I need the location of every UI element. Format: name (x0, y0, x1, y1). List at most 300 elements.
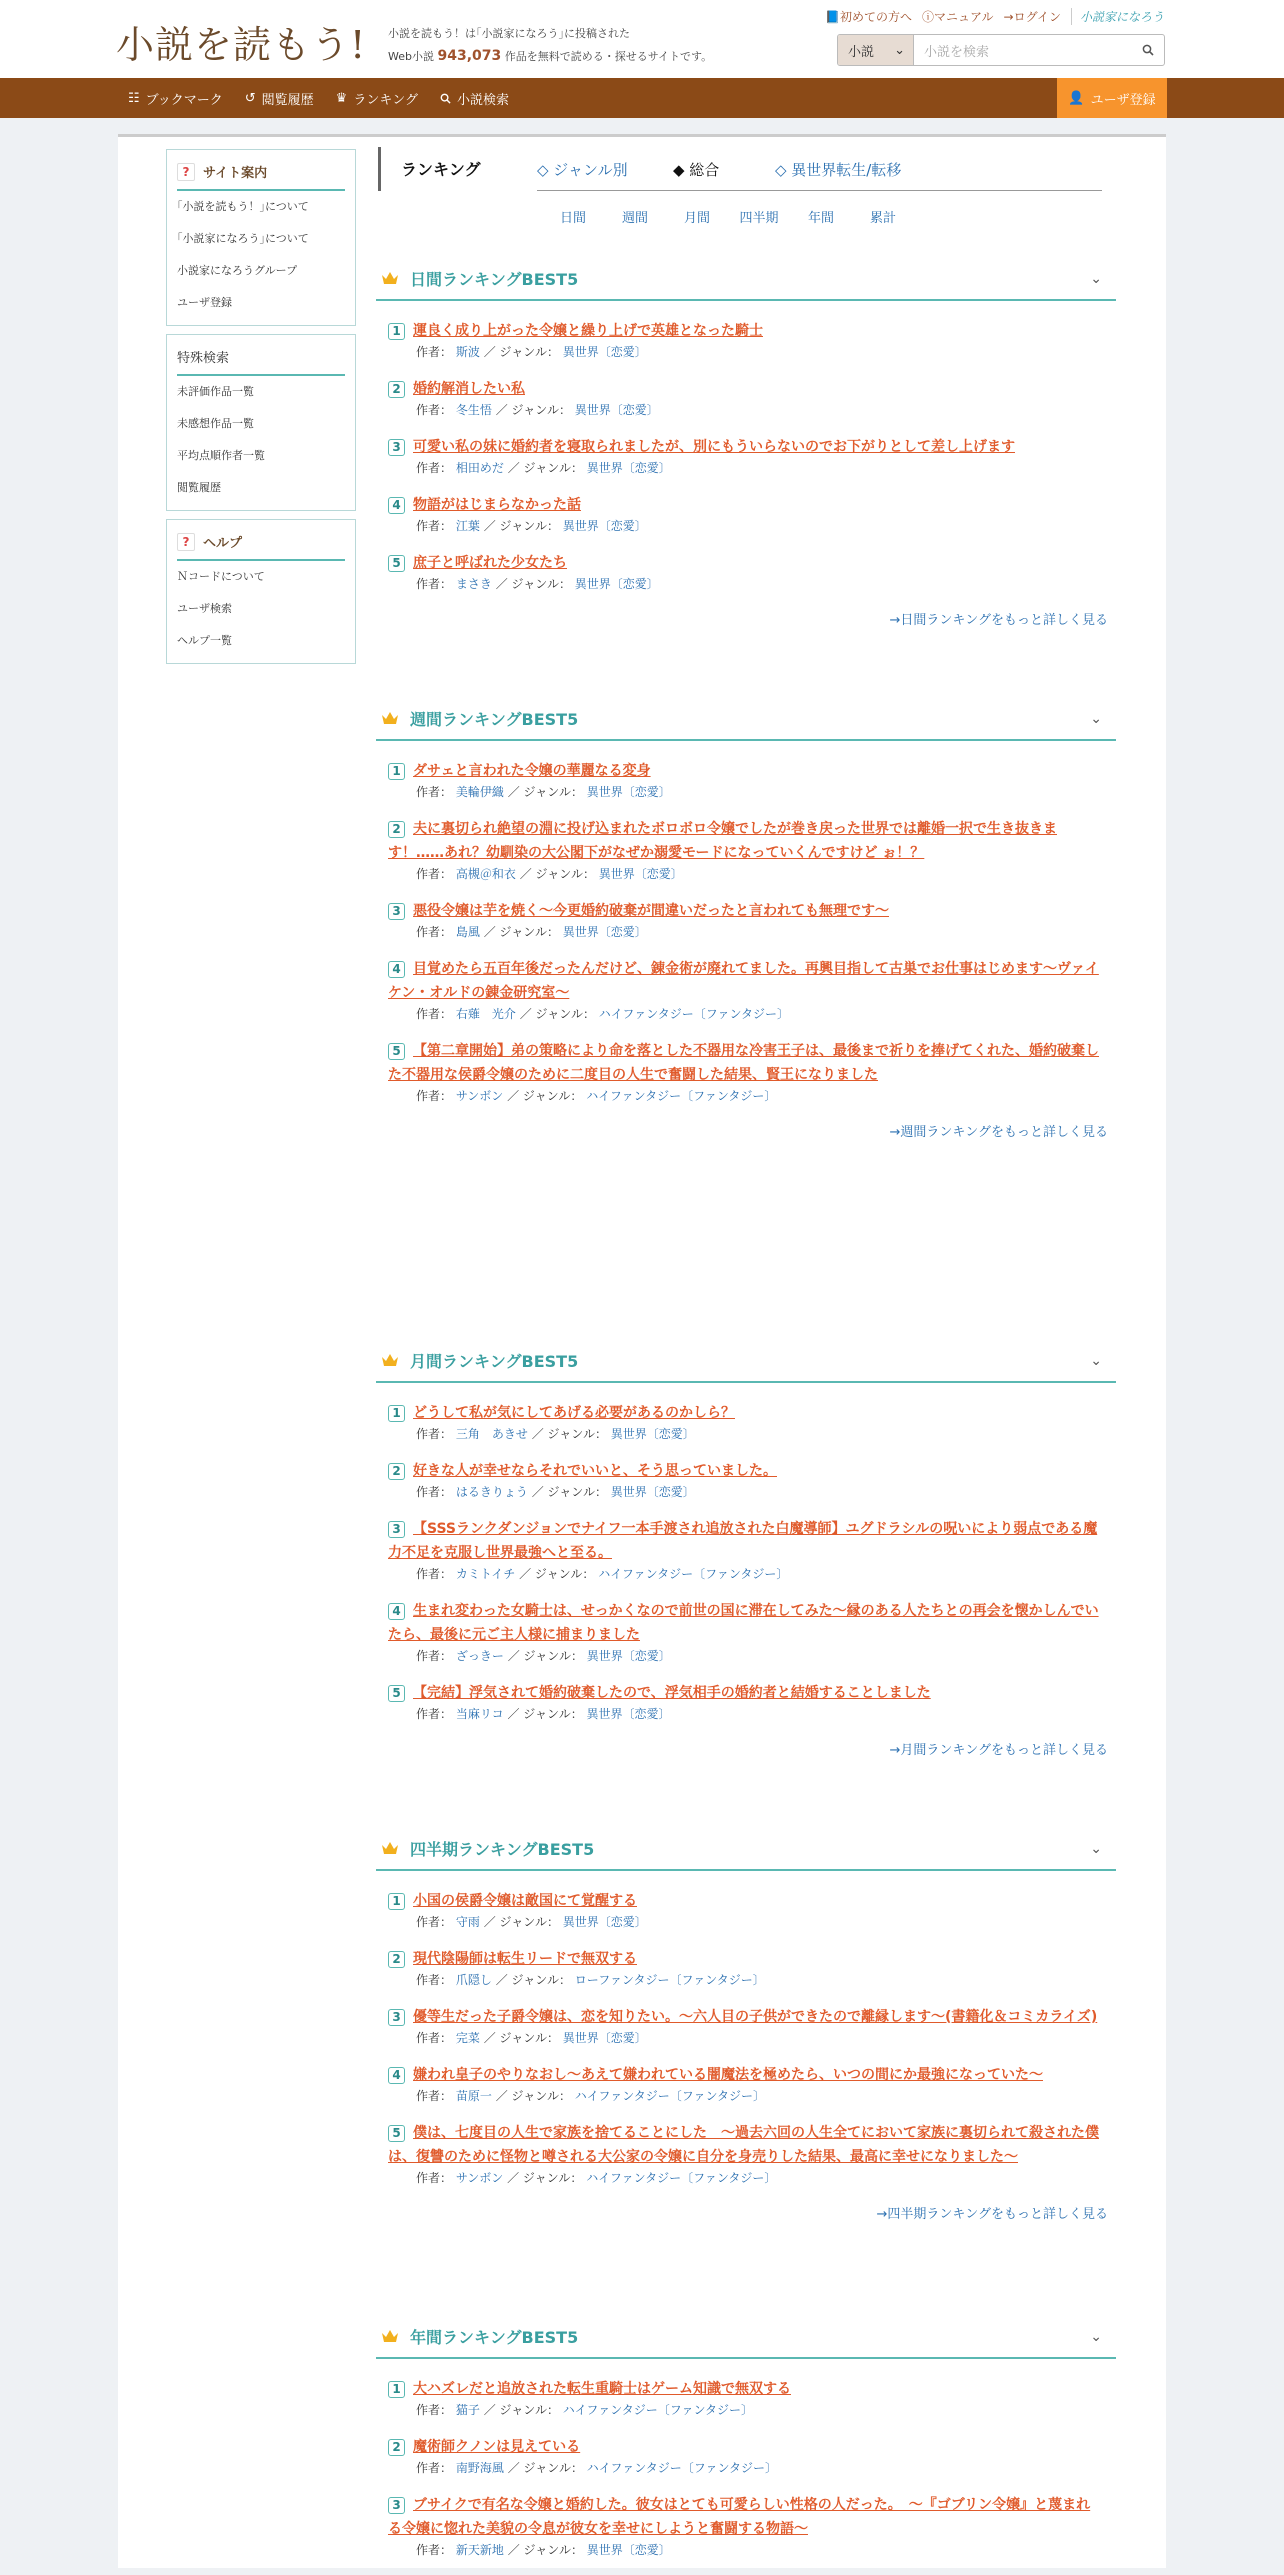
search-category-select[interactable]: 小説 ⌄ (838, 35, 914, 65)
novel-meta (388, 865, 1104, 883)
period-yearly[interactable]: 年間 (807, 211, 834, 226)
genre-link[interactable]: 異世界〔恋愛〕 (610, 1485, 695, 1499)
novel-title-link[interactable] (388, 319, 1104, 343)
novel-meta (388, 2541, 1104, 2559)
author-label: 作者： (416, 577, 453, 591)
novel-title[interactable]: 魔術師クノンは見えている (413, 2439, 581, 2455)
author-link[interactable]: 完菜 (455, 2031, 480, 2045)
list-item (388, 319, 1104, 361)
genre-label: ／ ジャンル： (483, 1915, 559, 1929)
more-link[interactable]: →週間ランキングをもっと詳しく見る (889, 1125, 1108, 1140)
list-item (388, 2493, 1104, 2559)
sidebar-link[interactable]: 未評価作品一覧 (177, 385, 254, 398)
genre-link[interactable]: 異世界〔恋愛〕 (562, 1915, 647, 1929)
list-item (388, 1947, 1104, 1989)
section-title: 年間ランキングBEST5 (410, 2327, 579, 2347)
genre-label: ／ ジャンル： (483, 345, 559, 359)
author-label: 作者： (416, 1427, 453, 1441)
genre-link[interactable]: ローファンタジー〔ファンタジー〕 (574, 1973, 765, 1987)
user-icon: 👤 (1068, 90, 1085, 106)
genre-label: ／ ジャンル： (531, 1485, 607, 1499)
rank-badge: 3 (388, 439, 405, 456)
search-icon (440, 93, 451, 104)
author-link[interactable]: まさき (455, 577, 492, 591)
novel-title-link[interactable] (388, 377, 1104, 401)
novel-meta (388, 1913, 1104, 1931)
content-container (118, 134, 1166, 2568)
novel-title-link[interactable] (388, 1459, 1104, 1483)
entry-list (376, 1383, 1116, 1723)
author-link[interactable]: 島風 (455, 925, 480, 939)
desc-line-1: 小説を読もう！は｢小説家になろう｣に投稿された (388, 27, 630, 40)
list-item (388, 1599, 1104, 1665)
list-item (388, 1889, 1104, 1931)
novel-title[interactable]: 夫に裏切られ絶望の淵に投げ込まれたボロボロ令嬢でしたが巻き戻った世界では離婚一択で生き抜きます！……あれ？幼馴染の大公閣下がなぜか溺愛モードになっていくんですけど ぉ！？ (388, 821, 1057, 861)
sidebar-site-guide: ? サイト案内 ｢小説を読もう！｣について ｢小説家になろう｣について 小説家になろうグループ ユーザ登録 (166, 149, 356, 326)
list-item (388, 435, 1104, 477)
search-input[interactable]: 小説を検索 (924, 44, 990, 60)
section-header[interactable] (376, 257, 1116, 301)
author-label: 作者： (416, 2403, 453, 2417)
novel-title-link[interactable] (388, 1947, 1104, 1971)
sidebar-link[interactable]: ｢小説家になろう｣について (177, 232, 309, 245)
sidebar-link[interactable]: ヘルプ一覧 (177, 634, 232, 647)
site-description (388, 22, 712, 68)
genre-label: ／ ジャンル： (483, 2031, 559, 2045)
novel-title[interactable]: 婚約解消したい私 (413, 381, 525, 397)
author-label: 作者： (416, 403, 453, 417)
author-label: 作者： (416, 1973, 453, 1987)
sidebar-link[interactable]: Ｎコードについて (177, 570, 265, 583)
novel-meta (388, 1705, 1104, 1723)
genre-label: ／ ジャンル： (495, 2089, 571, 2103)
genre-label: ／ ジャンル： (507, 1089, 583, 1103)
novel-title-link[interactable] (388, 1401, 1104, 1425)
author-link[interactable]: カミトイチ (455, 1567, 516, 1581)
novel-title-link[interactable] (388, 2005, 1104, 2029)
genre-link[interactable]: ハイファンタジー〔ファンタジー〕 (562, 2403, 753, 2417)
author-label: 作者： (416, 2543, 453, 2557)
rank-badge: 5 (388, 2125, 405, 2142)
novel-meta (388, 459, 1104, 477)
genre-label: ／ ジャンル： (519, 1567, 595, 1581)
novel-meta (388, 2459, 1104, 2477)
genre-link[interactable]: 異世界〔恋愛〕 (562, 925, 647, 939)
rank-badge: 3 (388, 2009, 405, 2026)
list-item (388, 493, 1104, 535)
author-label: 作者： (416, 1089, 453, 1103)
entry-list (376, 2359, 1116, 2559)
novel-title-link[interactable] (388, 957, 1104, 1005)
entry-list (376, 741, 1116, 1105)
genre-label: ／ ジャンル： (507, 2461, 583, 2475)
author-link[interactable]: サンボン (455, 2171, 504, 2185)
entry-list (376, 1871, 1116, 2187)
author-link[interactable]: 斯波 (455, 345, 480, 359)
novel-title[interactable]: ダサェと言われた令嬢の華麗なる変身 (413, 763, 651, 779)
novel-title-link[interactable] (388, 2063, 1104, 2087)
ranking-section (376, 697, 1116, 1140)
novel-meta (388, 783, 1104, 801)
author-label: 作者： (416, 1007, 453, 1021)
list-item (388, 817, 1104, 883)
novel-title-link[interactable] (388, 2377, 1104, 2401)
crown-icon (380, 270, 400, 286)
genre-label: ／ ジャンル： (507, 2543, 583, 2557)
list-item (388, 551, 1104, 593)
rank-badge: 1 (388, 1893, 405, 1910)
author-label: 作者： (416, 867, 453, 881)
nav-ranking[interactable]: ♛ ランキング (335, 90, 418, 108)
novel-title-link[interactable] (388, 1681, 1104, 1705)
novel-title-link[interactable] (388, 1039, 1104, 1087)
rank-badge: 1 (388, 763, 405, 780)
genre-link[interactable]: 異世界〔恋愛〕 (598, 867, 683, 881)
section-header[interactable] (376, 2315, 1116, 2359)
genre-link[interactable]: 異世界〔恋愛〕 (586, 1707, 671, 1721)
genre-label: ／ ジャンル： (495, 1973, 571, 1987)
link-manual[interactable]: ⓘマニュアル (921, 10, 994, 24)
author-label: 作者： (416, 1649, 453, 1663)
novel-title-link[interactable] (388, 899, 1104, 923)
genre-link[interactable]: 異世界〔恋愛〕 (586, 785, 671, 799)
author-link[interactable]: 右薙 光介 (455, 1007, 516, 1021)
section-header[interactable] (376, 697, 1116, 741)
author-link[interactable]: 当麻リコ (455, 1707, 504, 1721)
ranking-tabs (378, 147, 1122, 191)
tab-genre[interactable]: ◇ ジャンル別 (537, 161, 628, 179)
ranking-section (376, 1827, 1116, 2222)
novel-title[interactable]: 運良く成り上がった令嬢と繰り上げで英雄となった騎士 (413, 323, 763, 339)
novel-title[interactable]: 嫌われ皇子のやりなおし～あえて嫌われている闇魔法を極めたら、いつの間にか最強になっていた～ (413, 2067, 1043, 2083)
novel-title-link[interactable] (388, 1599, 1104, 1647)
chevron-down-icon[interactable]: ⌄ (1090, 271, 1102, 287)
site-logo[interactable]: 小説を読もう! (116, 23, 367, 67)
list-item (388, 2435, 1104, 2477)
novel-title[interactable]: 小国の侯爵令嬢は敵国にて覚醒する (413, 1893, 637, 1909)
nav-bookmark[interactable]: ☷ ブックマーク (128, 90, 223, 108)
novel-meta (388, 1425, 1104, 1443)
author-link[interactable]: 新天新地 (455, 2543, 504, 2557)
nav-history[interactable]: ↺ 閲覧履歴 (244, 90, 314, 108)
novel-meta (388, 1483, 1104, 1501)
rank-badge: 1 (388, 2381, 405, 2398)
genre-label: ／ ジャンル： (519, 867, 595, 881)
rank-badge: 4 (388, 1603, 405, 1620)
novel-title[interactable]: 優等生だった子爵令嬢は、恋を知りたい。～六人目の子供ができたので離縁します～(書籍化＆コミカライズ) (413, 2009, 1098, 2025)
novel-meta (388, 401, 1104, 419)
rank-badge: 2 (388, 821, 405, 838)
rank-badge: 3 (388, 903, 405, 920)
novel-meta (388, 2401, 1104, 2419)
section-title: 月間ランキングBEST5 (410, 1351, 579, 1371)
top-links (825, 8, 1164, 25)
rank-badge: 5 (388, 555, 405, 572)
novel-title-link[interactable] (388, 759, 1104, 783)
rank-badge: 2 (388, 381, 405, 398)
novel-title-link[interactable] (388, 1889, 1104, 1913)
period-cumulative[interactable]: 累計 (869, 211, 896, 226)
help-icon: ? (177, 163, 195, 181)
genre-link[interactable]: 異世界〔恋愛〕 (562, 345, 647, 359)
user-register-button[interactable]: 👤 ユーザ登録 (1057, 78, 1167, 118)
section-header[interactable] (376, 1339, 1116, 1383)
rank-badge: 4 (388, 961, 405, 978)
sidebar-help: ? ヘルプ Ｎコードについて ユーザ検索 ヘルプ一覧 (166, 519, 356, 664)
rank-badge: 5 (388, 1685, 405, 1702)
novel-title-link[interactable] (388, 493, 1104, 517)
sidebar-link[interactable]: ｢小説を読もう！｣について (177, 200, 309, 213)
genre-link[interactable]: 異世界〔恋愛〕 (586, 461, 671, 475)
sidebar-link[interactable]: 未感想作品一覧 (177, 417, 254, 430)
ranking-section (376, 257, 1116, 628)
genre-label: ／ ジャンル： (507, 461, 583, 475)
author-label: 作者： (416, 2171, 453, 2185)
period-daily[interactable]: 日間 (559, 211, 586, 226)
genre-label: ／ ジャンル： (483, 925, 559, 939)
author-label: 作者： (416, 519, 453, 533)
link-login[interactable]: →ログイン (1003, 10, 1061, 24)
genre-link[interactable]: 異世界〔恋愛〕 (586, 2543, 671, 2557)
list-item (388, 2121, 1104, 2187)
genre-label: ／ ジャンル： (507, 2171, 583, 2185)
novel-meta (388, 2029, 1104, 2047)
author-label: 作者： (416, 461, 453, 475)
author-link[interactable]: サンボン (455, 1089, 504, 1103)
list-item (388, 759, 1104, 801)
search-button[interactable] (1132, 35, 1164, 65)
genre-label: ／ ジャンル： (519, 1007, 595, 1021)
sidebar-link[interactable]: 平均点順作者一覧 (177, 449, 265, 462)
crown-icon (380, 710, 400, 726)
narou-logo[interactable]: 小説家になろう (1071, 8, 1164, 25)
author-label: 作者： (416, 785, 453, 799)
rank-badge: 2 (388, 1463, 405, 1480)
author-label: 作者： (416, 1707, 453, 1721)
author-label: 作者： (416, 1567, 453, 1581)
genre-link[interactable]: 異世界〔恋愛〕 (574, 577, 659, 591)
period-weekly[interactable]: 週間 (621, 211, 648, 226)
page-title: ランキング (401, 160, 481, 179)
rank-badge: 4 (388, 2067, 405, 2084)
author-label: 作者： (416, 345, 453, 359)
entry-list (376, 301, 1116, 593)
novel-title[interactable]: 僕は、七度目の人生で家族を捨てることにした ～過去六回の人生全てにおいて家族に裏切られて殺された僕は、復讐のために怪物と噂される大公家の令嬢に自分を身売りした結果、最高に幸せになりました～ (388, 2125, 1099, 2165)
novel-title-link[interactable] (388, 2435, 1104, 2459)
genre-link[interactable]: 異世界〔恋愛〕 (610, 1427, 695, 1441)
genre-link[interactable]: ハイファンタジー〔ファンタジー〕 (586, 2171, 777, 2185)
crown-icon (380, 1840, 400, 1856)
novel-meta (388, 517, 1104, 535)
list-item (388, 1681, 1104, 1723)
novel-title-link[interactable] (388, 2493, 1104, 2541)
section-title: 日間ランキングBEST5 (410, 269, 579, 289)
author-link[interactable]: 守雨 (455, 1915, 480, 1929)
crown-icon: ♛ (335, 90, 348, 106)
bookmark-icon: ☷ (128, 90, 140, 106)
more-link[interactable]: →四半期ランキングをもっと詳しく見る (876, 2207, 1108, 2222)
search-icon (1142, 44, 1154, 56)
list-item (388, 1459, 1104, 1501)
novel-meta (388, 343, 1104, 361)
genre-label: ／ ジャンル： (531, 1427, 607, 1441)
rank-badge: 1 (388, 1405, 405, 1422)
desc-line-2: Web小説 943,073 作品を無料で読める・探せるサイトです。 (388, 48, 713, 64)
list-item (388, 1517, 1104, 1583)
novel-title[interactable]: 大ハズレだと追放された転生重騎士はゲーム知識で無双する (413, 2381, 791, 2397)
more-link[interactable]: →日間ランキングをもっと詳しく見る (889, 613, 1108, 628)
novel-meta (388, 2087, 1104, 2105)
author-link[interactable]: 爪隠し (455, 1973, 492, 1987)
novel-title[interactable]: ブサイクで有名な令嬢と婚約した。彼女はとても可愛らしい性格の人だった。 ～『ゴブリン令嬢』と蔑まれる令嬢に惚れた美貌の令息が彼女を幸せにしようと奮闘する物語～ (388, 2497, 1091, 2537)
genre-link[interactable]: ハイファンタジー〔ファンタジー〕 (574, 2089, 765, 2103)
genre-link[interactable]: 異世界〔恋愛〕 (586, 1649, 671, 1663)
novel-title-link[interactable] (388, 817, 1104, 865)
sidebar-link[interactable]: 小説家になろうグループ (177, 264, 298, 277)
novel-title[interactable]: 好きな人が幸せならそれでいいと、そう思っていました。 (413, 1463, 777, 1479)
novel-title[interactable]: 物語がはじまらなかった話 (413, 497, 581, 513)
author-link[interactable]: 相田めだ (455, 461, 504, 475)
list-item (388, 1401, 1104, 1443)
novel-title[interactable]: 可愛い私の妹に婚約者を寝取られましたが、別にもういらないのでお下がりとして差し上げます (413, 439, 1015, 455)
novel-meta (388, 923, 1104, 941)
genre-label: ／ ジャンル： (495, 403, 571, 417)
genre-link[interactable]: 異世界〔恋愛〕 (574, 403, 659, 417)
genre-label: ／ ジャンル： (495, 577, 571, 591)
chevron-down-icon[interactable]: ⌄ (1090, 2329, 1102, 2345)
chevron-down-icon: ⌄ (894, 42, 905, 58)
genre-link[interactable]: 異世界〔恋愛〕 (562, 519, 647, 533)
novel-title[interactable]: 【第二章開始】弟の策略により命を落とした不器用な冷害王子は、最後まで祈りを捧げてくれた、婚約破棄した不器用な侯爵令嬢のために二度目の人生で奮闘した結果、賢王になりました (388, 1043, 1099, 1083)
sidebar-link[interactable]: ユーザ検索 (177, 602, 232, 615)
novel-title-link[interactable] (388, 551, 1104, 575)
ranking-section (376, 2315, 1116, 2575)
search-box (837, 34, 1165, 66)
author-label: 作者： (416, 2031, 453, 2045)
novel-meta (388, 1971, 1104, 1989)
author-link[interactable]: はるきりょう (455, 1485, 528, 1499)
rank-badge: 3 (388, 2497, 405, 2514)
section-title: 週間ランキングBEST5 (410, 709, 579, 729)
novel-meta (388, 2169, 1104, 2187)
author-label: 作者： (416, 925, 453, 939)
crown-icon (380, 2328, 400, 2344)
list-item (388, 1039, 1104, 1105)
novel-title[interactable]: 生まれ変わった女騎士は、せっかくなので前世の国に滞在してみた～縁のある人たちとの再会を懐かしんでいたら、最後に元ご主人様に捕まりました (388, 1603, 1099, 1643)
novel-meta (388, 1647, 1104, 1665)
author-link[interactable]: 冬生悟 (455, 403, 492, 417)
list-item (388, 377, 1104, 419)
rank-badge: 4 (388, 497, 405, 514)
novel-title-link[interactable] (388, 1517, 1104, 1565)
novel-title-link[interactable] (388, 2121, 1104, 2169)
rank-badge: 1 (388, 323, 405, 340)
sidebar (166, 149, 356, 672)
genre-link[interactable]: ハイファンタジー〔ファンタジー〕 (586, 1089, 777, 1103)
genre-link[interactable]: 異世界〔恋愛〕 (562, 2031, 647, 2045)
list-item (388, 957, 1104, 1023)
crown-icon (380, 1352, 400, 1368)
chevron-down-icon[interactable]: ⌄ (1090, 1841, 1102, 1857)
novel-title[interactable]: 悪役令嬢は芋を焼く〜今更婚約破棄が間違いだったと言われても無理です〜 (413, 903, 889, 919)
work-count: 943,073 (437, 48, 502, 64)
help-icon: ? (177, 533, 195, 551)
author-link[interactable]: ざっきー (455, 1649, 504, 1663)
author-link[interactable]: 美輪伊織 (455, 785, 504, 799)
genre-label: ／ ジャンル： (483, 519, 559, 533)
novel-title[interactable]: 【SSSランクダンジョンでナイフ一本手渡され追放された白魔導師】ユグドラシルの呪いにより弱点である魔力不足を克服し世界最強へと至る。 (388, 1521, 1098, 1561)
list-item (388, 899, 1104, 941)
period-monthly[interactable]: 月間 (683, 211, 710, 226)
rank-badge: 2 (388, 2439, 405, 2456)
novel-meta (388, 1087, 1104, 1105)
section-header[interactable] (376, 1827, 1116, 1871)
list-item (388, 2005, 1104, 2047)
sidebar-link[interactable]: ユーザ登録 (177, 296, 232, 309)
novel-meta (388, 1565, 1104, 1583)
site-header (0, 0, 1284, 78)
novel-title[interactable]: 目覚めたら五百年後だったんだけど、錬金術が廃れてました。再興目指して古巣でお仕事はじめます〜ヴァイケン・オルドの錬金研究室〜 (388, 961, 1099, 1001)
author-link[interactable]: 高槻＠和衣 (455, 867, 516, 881)
genre-label: ／ ジャンル： (507, 1649, 583, 1663)
genre-label: ／ ジャンル： (483, 2403, 559, 2417)
chevron-down-icon[interactable]: ⌄ (1090, 1353, 1102, 1369)
author-label: 作者： (416, 2461, 453, 2475)
genre-link[interactable]: ハイファンタジー〔ファンタジー〕 (586, 2461, 777, 2475)
sidebar-special-search: 特殊検索 未評価作品一覧 未感想作品一覧 平均点順作者一覧 閲覧履歴 (166, 334, 356, 511)
rank-badge: 5 (388, 1043, 405, 1060)
tab-overall[interactable]: ◆ 総合 (673, 161, 720, 179)
novel-meta (388, 575, 1104, 593)
chevron-down-icon[interactable]: ⌄ (1090, 711, 1102, 727)
genre-label: ／ ジャンル： (507, 1707, 583, 1721)
rank-badge: 2 (388, 1951, 405, 1968)
author-link[interactable]: 江葉 (455, 519, 480, 533)
period-quarterly[interactable]: 四半期 (739, 211, 779, 226)
novel-meta (388, 1005, 1104, 1023)
period-links (376, 207, 1122, 226)
ranking-section (376, 1339, 1116, 1758)
list-item (388, 2063, 1104, 2105)
genre-link[interactable]: ハイファンタジー〔ファンタジー〕 (598, 1567, 789, 1581)
author-label: 作者： (416, 1485, 453, 1499)
main-nav (0, 78, 1284, 118)
author-label: 作者： (416, 2089, 453, 2103)
link-beginners[interactable]: 📘初めての方へ (825, 10, 912, 24)
novel-title[interactable]: 【完結】浮気されて婚約破棄したので、浮気相手の婚約者と結婚することしました (413, 1685, 931, 1701)
novel-title[interactable]: 現代陰陽師は転生リードで無双する (413, 1951, 637, 1967)
tab-isekai[interactable]: ◇ 異世界転生/転移 (775, 161, 902, 179)
rank-badge: 3 (388, 1521, 405, 1538)
author-link[interactable]: 猫子 (455, 2403, 480, 2417)
author-link[interactable]: 三角 あきせ (455, 1427, 528, 1441)
genre-link[interactable]: ハイファンタジー〔ファンタジー〕 (598, 1007, 789, 1021)
author-link[interactable]: 南野海風 (455, 2461, 504, 2475)
section-title: 四半期ランキングBEST5 (410, 1839, 595, 1859)
more-link[interactable]: →月間ランキングをもっと詳しく見る (889, 1743, 1108, 1758)
list-item (388, 2377, 1104, 2419)
novel-title[interactable]: どうして私が気にしてあげる必要があるのかしら？ (413, 1405, 735, 1421)
novel-title[interactable]: 庶子と呼ばれた少女たち (413, 555, 567, 571)
novel-title-link[interactable] (388, 435, 1104, 459)
sidebar-link[interactable]: 閲覧履歴 (177, 481, 221, 494)
author-link[interactable]: 苗原一 (455, 2089, 492, 2103)
nav-search[interactable]: 小説検索 (440, 89, 509, 108)
history-icon: ↺ (244, 90, 256, 106)
genre-label: ／ ジャンル： (507, 785, 583, 799)
author-label: 作者： (416, 1915, 453, 1929)
ranking-main (376, 147, 1122, 2557)
